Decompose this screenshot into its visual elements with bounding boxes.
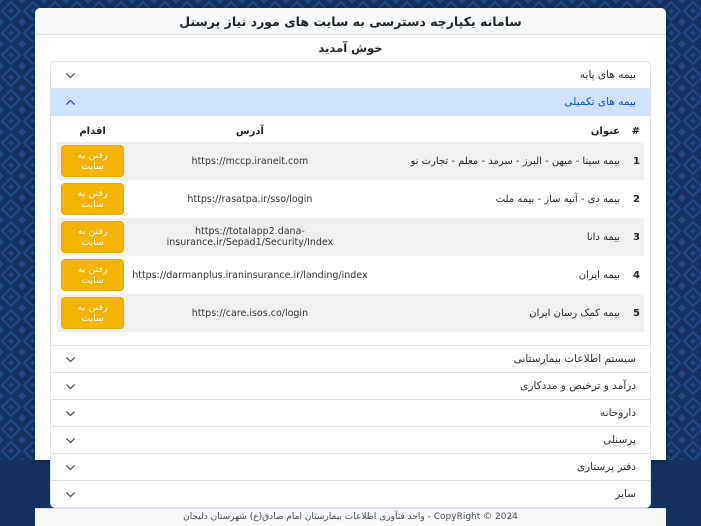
page-title: سامانه یکپارچه دسترسی به سایت های مورد نیاز پرسنل [179,14,522,29]
header-title: عنوان [590,126,621,137]
table-row [57,218,644,256]
accordion-header-8[interactable] [51,481,650,507]
accordion [50,61,651,508]
chevron-down-icon [65,408,76,419]
accordion-section-label: بیمه های تکمیلی [564,96,636,108]
accordion-header-5[interactable] [51,400,650,426]
accordion-item [50,481,651,508]
accordion-section-label: دفتر پرستاری [576,461,636,473]
accordion-header-3[interactable] [51,346,650,372]
accordion-item [50,346,651,373]
go-to-site-button[interactable]: رفتن به سایت [61,221,124,253]
accordion-section-label: پرسنلی [603,434,636,446]
table-row [57,294,644,332]
chevron-down-icon [65,462,76,473]
row-action-cell [57,256,128,294]
app-title-bar [35,8,666,35]
main-card [35,8,666,522]
sites-table-body [57,142,644,332]
row-title: بیمه کمک رسان ایران [529,307,621,319]
go-to-site-button[interactable]: رفتن به سایت [61,183,124,215]
accordion-header-1[interactable] [51,62,650,88]
go-to-site-button[interactable]: رفتن به سایت [61,259,124,291]
accordion-section-label: درآمد و ترخیص و مددکاری [520,380,636,392]
chevron-down-icon [65,435,76,446]
chevron-down-icon [65,354,76,365]
row-title: بیمه سینا - میهن - البرز - سرمد - معلم - تجارت نو [410,155,621,167]
accordion-section-label: سایر [615,488,636,500]
welcome-text: خوش آمدید [318,41,383,55]
chevron-down-icon [65,489,76,500]
accordion-section-label: سیستم اطلاعات بیمارستانی [513,353,636,365]
table-row [57,256,644,294]
accordion-item [50,373,651,400]
accordion-item [50,427,651,454]
sites-table-header-row [57,120,644,142]
header-address: آدرس [235,126,264,137]
header-num: # [631,126,640,137]
accordion-item [50,454,651,481]
accordion-header-4[interactable] [51,373,650,399]
chevron-down-icon [65,70,76,81]
accordion-item [50,400,651,427]
row-number: 5 [633,307,640,319]
accordion-item [50,89,651,346]
row-action-cell [57,294,128,332]
sites-table [57,120,644,332]
footer [35,508,666,526]
row-url: https://rasatpa.ir/sso/login [187,193,313,205]
go-to-site-button[interactable]: رفتن به سایت [61,145,124,177]
accordion-body [51,115,650,345]
chevron-up-icon [65,97,76,108]
copyright-text: CopyRight © 2024 - واحد فنآوری اطلاعات بیمارستان امام صادق(ع) شهرستان دلیجان [183,512,518,522]
accordion-header-7[interactable] [51,454,650,480]
row-number: 3 [633,231,640,243]
row-url: https://care.isos.co/login [191,307,309,319]
row-url: https://darmanplus.iraninsurance.ir/landing/index [132,269,368,281]
row-number: 4 [633,269,640,281]
row-url: https://mccp.iraneit.com [191,155,309,167]
header-action: اقدام [79,126,106,137]
chevron-down-icon [65,381,76,392]
accordion-item [50,61,651,89]
table-row [57,180,644,218]
row-title: بیمه دانا [586,231,621,243]
accordion-section-label: بیمه های پایه [579,69,636,81]
sites-table-head [57,120,644,142]
row-action-cell [57,218,128,256]
row-title: بیمه دی - آتیه ساز - بیمه ملت [495,193,621,205]
accordion-header-2[interactable] [51,89,650,115]
row-url: https://totalapp2.dana-insurance.ir/Sepad1/Security/Index [166,226,334,248]
row-title: بیمه ایران [578,269,621,281]
go-to-site-button[interactable]: رفتن به سایت [61,297,124,329]
accordion-section-label: داروخانه [600,407,636,419]
row-number: 2 [633,193,640,205]
row-action-cell [57,142,128,180]
row-number: 1 [633,155,640,167]
accordion-header-6[interactable] [51,427,650,453]
table-row [57,142,644,180]
row-action-cell [57,180,128,218]
